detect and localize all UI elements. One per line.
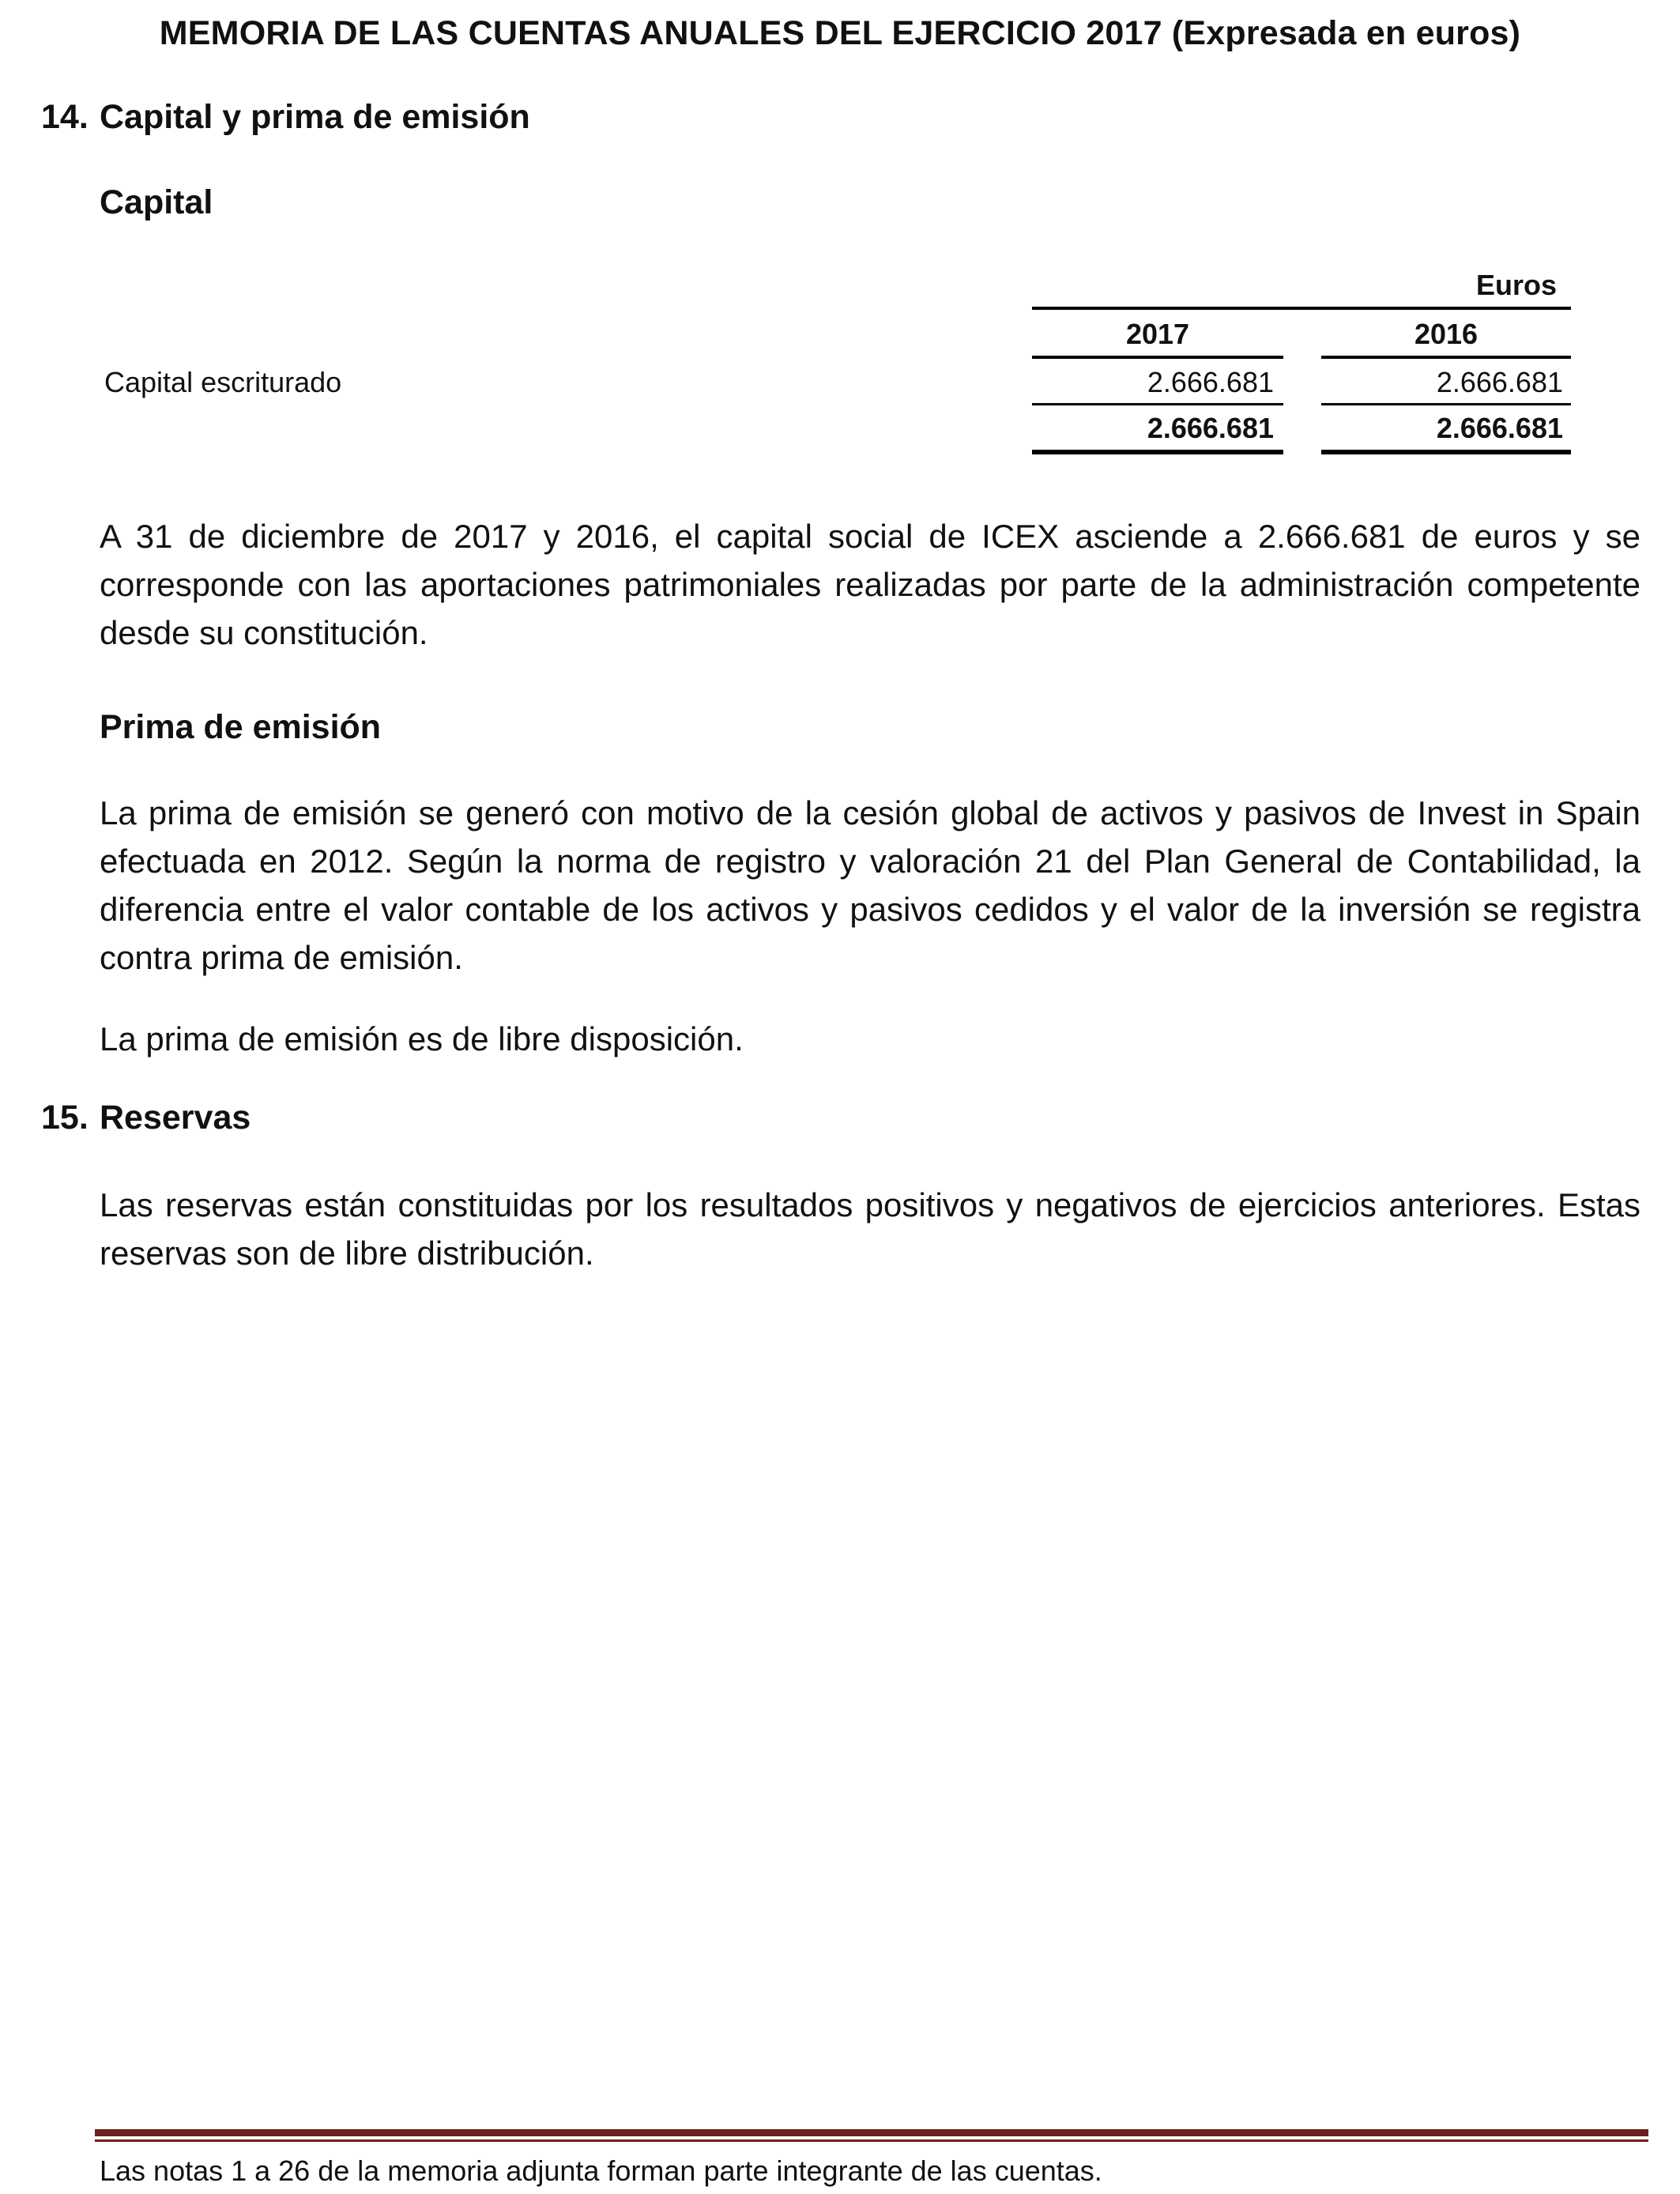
total-2017: 2.666.681 bbox=[1147, 412, 1274, 444]
section-15-number: 15. bbox=[41, 1099, 89, 1137]
footer-rule-thin bbox=[95, 2139, 1648, 2142]
section-14-title: Capital y prima de emisión bbox=[100, 98, 530, 136]
section-14-heading bbox=[41, 98, 530, 137]
row-label-capital-escriturado: Capital escriturado bbox=[104, 366, 342, 398]
section-15-heading bbox=[41, 1099, 250, 1137]
table-top-rule bbox=[1032, 307, 1571, 310]
capital-paragraph: A 31 de diciembre de 2017 y 2016, el capital social de ICEX asciende a 2.666.681 de euros y se corresponde con las aportaciones patrimoniales realizadas por parte de la administración competente desde su constitución. bbox=[100, 518, 1640, 651]
section-15-title: Reservas bbox=[100, 1099, 251, 1137]
section-14-number: 14. bbox=[41, 98, 89, 136]
column-2016-header-rule bbox=[1321, 356, 1571, 359]
reservas-paragraph: Las reservas están constituidas por los resultados positivos y negativos de ejercicios anteriores. Estas reservas son de libre distribución. bbox=[100, 1186, 1640, 1272]
prima-heading: Prima de emisión bbox=[100, 708, 382, 746]
cell-capital-2016: 2.666.681 bbox=[1436, 366, 1563, 398]
total-2016: 2.666.681 bbox=[1436, 412, 1563, 444]
footer-note: Las notas 1 a 26 de la memoria adjunta forman parte integrante de las cuentas. bbox=[100, 2154, 1102, 2187]
column-2017-subtotal-rule bbox=[1032, 403, 1283, 405]
footer-rule-thick bbox=[95, 2129, 1648, 2136]
prima-paragraph-2: La prima de emisión es de libre disposición. bbox=[100, 1020, 744, 1057]
document-title: MEMORIA DE LAS CUENTAS ANUALES DEL EJERCICIO 2017 (Expresada en euros) bbox=[159, 14, 1521, 52]
cell-capital-2017: 2.666.681 bbox=[1147, 366, 1274, 398]
prima-paragraph-1: La prima de emisión se generó con motivo de la cesión global de activos y pasivos de Invest in Spain efectuada en 2012. Según la norma de registro y valoración 21 del Plan General de Contabilidad, la diferencia entre el valor contable de los activos y pasivos cedidos y el valor de la inversión se registra contra prima de emisión. bbox=[100, 794, 1640, 976]
column-2017-total-rule bbox=[1032, 450, 1283, 454]
column-2016-subtotal-rule bbox=[1321, 403, 1571, 405]
column-header-2016: 2016 bbox=[1414, 318, 1478, 350]
table-currency-label: Euros bbox=[1475, 269, 1557, 301]
column-2017-header-rule bbox=[1032, 356, 1283, 359]
column-header-2017: 2017 bbox=[1125, 318, 1190, 350]
capital-heading: Capital bbox=[100, 183, 213, 221]
column-2016-total-rule bbox=[1321, 450, 1571, 454]
